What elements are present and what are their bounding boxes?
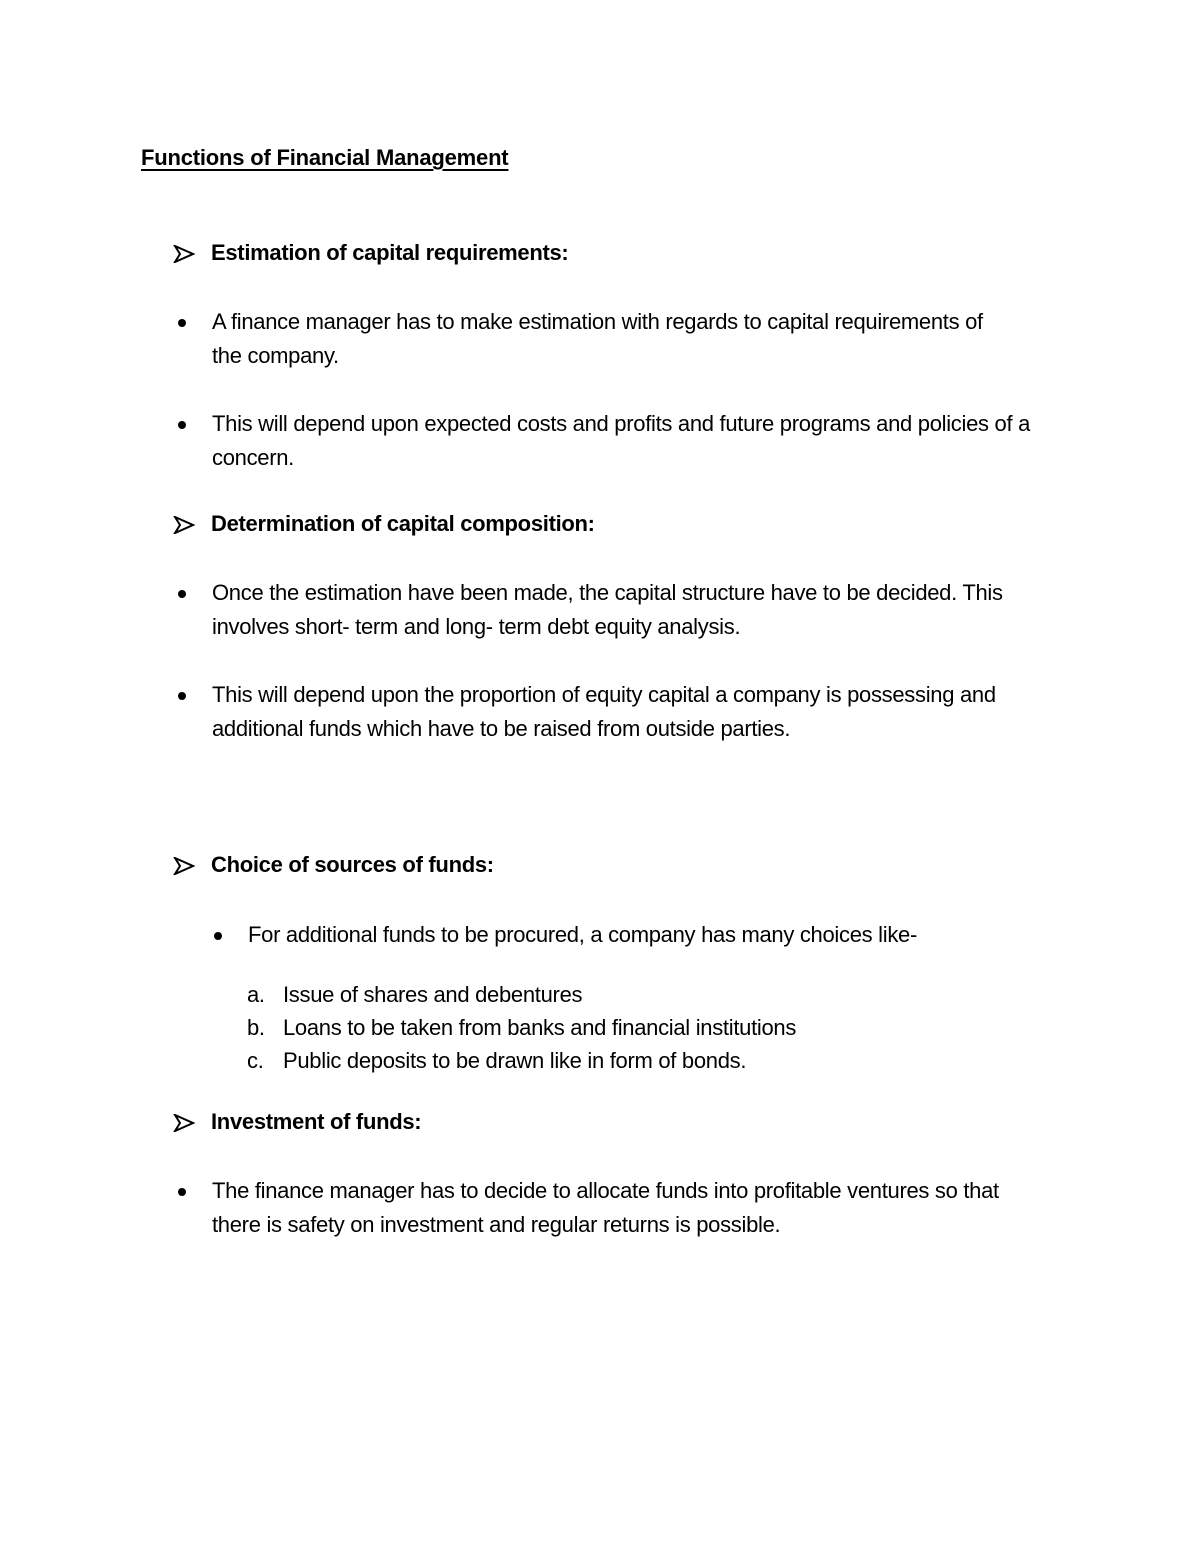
list-item-text: A finance manager has to make estimation with regards to capital requirements of the company. — [212, 309, 983, 368]
round-bullet-icon — [178, 421, 186, 429]
arrowhead-bullet-icon — [173, 857, 211, 875]
list-item-text: Once the estimation have been made, the capital structure have to be decided. This involves short- term and long- term debt equity analysis. — [212, 580, 1003, 639]
sub-list-text: Public deposits to be drawn like in form of bonds. — [283, 1048, 747, 1073]
list-item-text: This will depend upon expected costs and profits and future programs and policies of a concern. — [212, 411, 1031, 470]
round-bullet-icon — [178, 692, 186, 700]
sub-list-text: Loans to be taken from banks and financial institutions — [283, 1015, 797, 1040]
section-heading-text: Determination of capital composition: — [211, 511, 595, 536]
sub-list-text: Issue of shares and debentures — [283, 982, 583, 1007]
section-heading-text: Choice of sources of funds: — [211, 852, 494, 877]
section-heading-text: Estimation of capital requirements: — [211, 240, 569, 265]
section-heading — [173, 238, 568, 268]
list-item — [212, 678, 1012, 746]
list-item-text: The finance manager has to decide to allocate funds into profitable ventures so that there is safety on investment and regular returns is possible. — [212, 1178, 999, 1237]
round-bullet-icon — [214, 932, 222, 940]
round-bullet-icon — [178, 319, 186, 327]
section-heading — [173, 509, 595, 539]
round-bullet-icon — [178, 590, 186, 598]
list-item-text: This will depend upon the proportion of equity capital a company is possessing and additional funds which have to be raised from outside parties. — [212, 682, 996, 741]
arrowhead-bullet-icon — [173, 1114, 211, 1132]
page-title: Functions of Financial Management — [141, 145, 509, 170]
sub-list-marker: b. — [247, 1015, 265, 1040]
section-heading — [173, 1107, 421, 1137]
sub-list-item — [247, 1013, 796, 1043]
section-heading — [173, 850, 494, 880]
list-item — [212, 305, 1012, 373]
list-item — [248, 918, 1098, 952]
list-item — [212, 407, 1062, 475]
section-heading-text: Investment of funds: — [211, 1109, 422, 1134]
sub-list-item — [247, 980, 582, 1010]
list-item — [212, 576, 1032, 644]
arrowhead-bullet-icon — [173, 516, 211, 534]
sub-list-marker: c. — [247, 1048, 264, 1073]
list-item — [212, 1174, 1002, 1242]
round-bullet-icon — [178, 1188, 186, 1196]
sub-list-marker: a. — [247, 982, 265, 1007]
list-item-text: For additional funds to be procured, a company has many choices like- — [248, 922, 918, 947]
arrowhead-bullet-icon — [173, 245, 211, 263]
sub-list-item — [247, 1046, 746, 1076]
